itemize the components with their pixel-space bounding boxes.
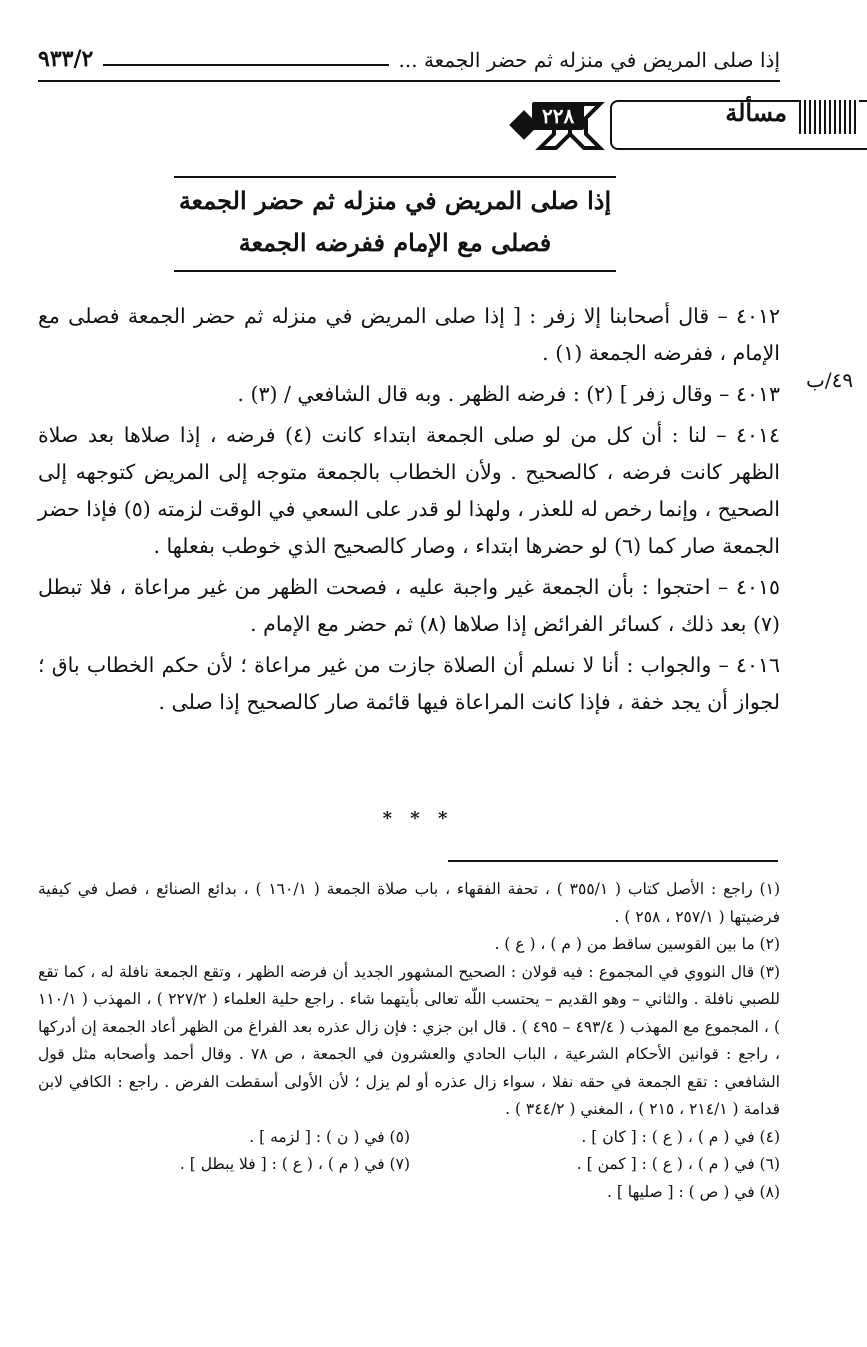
footnote-2: (٢) ما بين القوسين ساقط من ( م ) ، ( ع ) . xyxy=(494,935,780,953)
paragraph-4015: ٤٠١٥ – احتجوا : بأن الجمعة غير واجبة عليه ، فصحت الظهر من غير مراعاة ، فلا تبطل (٧) بعد ذلك ، كسائر الفرائض إذا صلاها (٨) ثم حضر مع الإمام . xyxy=(38,575,780,636)
margin-folio-note: ٤٩/ب xyxy=(806,368,854,392)
footnotes xyxy=(38,876,780,1206)
title-line-2: فصلى مع الإمام ففرضه الجمعة xyxy=(238,228,552,257)
paragraph-4016: ٤٠١٦ – والجواب : أنا لا نسلم أن الصلاة جازت من غير مراعاة ؛ لأن حكم الخطاب باق ؛ لجواز أن يجد خفة ، فإذا كانت المراعاة فيها قائمة صار كالصحيح إذا صلى . xyxy=(38,653,780,714)
page-number: ٩٣٣/٢ xyxy=(38,46,94,72)
footnote-7: (٧) في ( م ) ، ( ع ) : [ فلا يبطل ] . xyxy=(179,1155,410,1173)
running-title: إذا صلى المريض في منزله ثم حضر الجمعة ... xyxy=(398,48,780,72)
footnote-8: (٨) في ( ص ) : [ صليها ] . xyxy=(606,1182,780,1201)
masala-banner xyxy=(500,94,867,156)
chapter-title xyxy=(170,176,620,272)
paragraph-4014: ٤٠١٤ – لنا : أن كل من لو صلى الجمعة ابتداء كانت (٤) فرضه ، إذا صلاها بعد صلاة الظهر كانت فرضه ، كالصحيح . ولأن الخطاب بالجمعة متوجه إلى المريض كتوجهه إلى الصحيح ، وإنما رخص له للعذر ، ولهذا لو قدر على السعي في الوقت لزمته (٥) فإذا حضر الجمعة صار كما (٦) لو حضرها ابتداء ، وصار كالصحيح الذي خوطب بفعلها . xyxy=(38,423,780,558)
title-rule-bottom xyxy=(174,270,616,272)
main-text xyxy=(38,298,780,725)
footnote-row-8 xyxy=(38,1179,780,1207)
footnote-3: (٣) قال النووي في المجموع : فيه قولان : الصحيح المشهور الجديد أن فرضه الظهر ، وتقع الجمعة نافلة له ، كما تقع للصبي نافلة . والثاني – وهو القديم – يحتسب اللّه تعالى بأيتهما شاء . راجع حلية العلماء ( ٢٢٧/٢ ) ، المهذب ( ١١٠/١ ) ، المجموع مع المهذب ( ٤٩٣/٤ – ٤٩٥ ) . قال ابن جزي : فإن زال عذره بعد الفراغ من الظهر أعاد الجمعة إن أدركها ، راجع : قوانين الأحكام الشرعية ، الباب الحادي والعشرون في الجمعة ، ص ٧٨ . وقال أحمد وأصحابه مثل قول الشافعي : تقع الجمعة في حقه نفلا ، سواء زال عذره أو لم يزل ؛ لأن الأولى أسقطت الفرض . راجع : الكافي لابن قدامة ( ٢١٤/١ ، ٢١٥ ) ، المغني ( ٣٤٤/٢ ) . xyxy=(38,962,780,1118)
footnote-6: (٦) في ( م ) ، ( ع ) : [ كمن ] . xyxy=(576,1155,780,1173)
footnote-rule xyxy=(448,860,778,862)
paragraph-4012: ٤٠١٢ – قال أصحابنا إلا زفر : [ إذا صلى المريض في منزله ثم حضر الجمعة فصلى مع الإمام ، ففرضه الجمعة (١) . xyxy=(38,304,780,365)
section-separator: * * * xyxy=(382,808,454,829)
title-rule-top xyxy=(174,176,616,178)
footnote-1: (١) راجع : الأصل كتاب ( ٣٥٥/١ ) ، تحفة الفقهاء ، باب صلاة الجمعة ( ١٦٠/١ ) ، بدائع الصنائع ، فصل في كيفية فرضيتها ( ٢٥٧/١ ، ٢٥٨ ) . xyxy=(38,880,780,926)
running-header xyxy=(38,40,780,82)
footnote-4: (٤) في ( م ) ، ( ع ) : [ كان ] . xyxy=(581,1127,780,1146)
banner-stripes xyxy=(799,100,859,134)
footnote-row-6-7 xyxy=(38,1151,780,1179)
footnote-5: (٥) في ( ن ) : [ لزمه ] . xyxy=(249,1127,410,1146)
masala-number: ٢٢٨ xyxy=(532,102,584,130)
header-rule xyxy=(103,64,388,66)
title-line-1: إذا صلى المريض في منزله ثم حضر الجمعة xyxy=(178,186,612,215)
paragraph-4013: ٤٠١٣ – وقال زفر ] (٢) : فرضه الظهر . وبه قال الشافعي / (٣) . xyxy=(237,382,780,406)
footnote-row-4-5 xyxy=(38,1124,780,1152)
masala-label: مسألة xyxy=(725,98,787,127)
